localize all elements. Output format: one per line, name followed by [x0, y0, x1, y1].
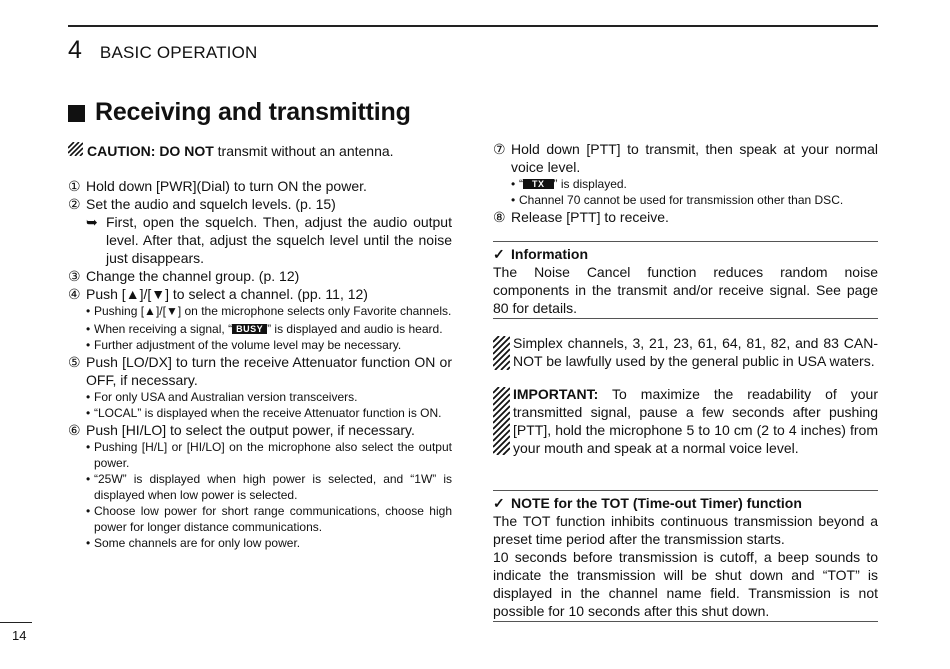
tot-heading: ✓ NOTE for the TOT (Time-out Timer) function [493, 495, 802, 511]
important-text: To maximize the readability of your transmitted signal, pause a few seconds after pushing [PTT], hold the microphone 5 to 10 cm (2 to 4 inches) from your mouth and speak at a normal voice level. [513, 386, 878, 456]
warning-hatch-icon [493, 336, 510, 370]
section-heading [68, 98, 411, 127]
sub-item: • Choose low power for short range communications, choose high power for longer distance communications. [86, 504, 452, 534]
bullet: • [86, 472, 91, 486]
busy-indicator-icon: BUSY [232, 324, 267, 334]
down-triangle-icon: ▼ [165, 304, 178, 318]
bullet: • [86, 338, 91, 352]
step-1 [68, 177, 452, 195]
down-triangle-icon: ▼ [151, 286, 166, 302]
step-8 [493, 208, 878, 226]
right-column [493, 140, 878, 622]
sub-item: • Further adjustment of the volume level may be necessary. [86, 338, 402, 352]
caution-label: CAUTION: DO NOT [87, 143, 214, 159]
important-note [493, 385, 878, 457]
step-number: ⑤ [68, 354, 81, 370]
sub-item: • Some channels are for only low power. [86, 536, 301, 550]
step-text: Push [LO/DX] to turn the receive Attenuator function ON or OFF, if necessary. [86, 354, 452, 388]
step-2 [68, 195, 452, 213]
simplex-note [493, 334, 878, 370]
bullet: • [86, 322, 91, 336]
step-text: Change the channel group. (p. 12) [86, 268, 300, 284]
arrow-icon: ➥ [86, 214, 98, 230]
sub-item: • “25W” is displayed when high power is selected, and “1W” is displayed when low power is selected. [86, 472, 452, 502]
step-5 [68, 353, 452, 389]
step-number: ⑦ [493, 141, 506, 157]
sub-item: • For only USA and Australian version transceivers. [86, 390, 358, 404]
bullet: • [86, 504, 91, 518]
bullet: • [86, 304, 91, 318]
caution-text: transmit without an antenna. [213, 143, 394, 159]
step-6 [68, 421, 452, 439]
arrow-note-text: First, open the squelch. Then, adjust the audio output level. After that, adjust the squelch level until the noise just disappears. [106, 214, 452, 266]
up-triangle-icon: ▲ [125, 286, 140, 302]
square-bullet-icon [68, 105, 85, 122]
bullet: • [86, 390, 91, 404]
step-text: Release [PTT] to receive. [511, 209, 669, 225]
tot-note [493, 491, 878, 620]
bullet: • [511, 193, 516, 207]
step-number: ③ [68, 268, 81, 284]
check-icon: ✓ [493, 495, 505, 511]
bullet: • [86, 440, 91, 454]
step-text: Push [▲]/[▼] to select a channel. (pp. 11, 12) [86, 286, 368, 302]
chapter-header [68, 36, 258, 65]
info-divider-bottom [493, 318, 878, 319]
information-box [493, 242, 878, 317]
step-number: ① [68, 178, 81, 194]
page-number: 14 [12, 628, 27, 643]
step-number: ④ [68, 286, 81, 302]
step-number: ⑥ [68, 422, 81, 438]
step-number: ⑧ [493, 209, 506, 225]
step-4 [68, 285, 452, 303]
bullet: • [86, 536, 91, 550]
tot-divider-bottom [493, 621, 878, 622]
header-rule [68, 25, 878, 27]
bullet: • [86, 406, 91, 420]
step-text: Set the audio and squelch levels. (p. 15) [86, 196, 336, 212]
sub-item: • Pushing [H/L] or [HI/LO] on the microphone also select the output power. [86, 440, 452, 470]
step-number: ② [68, 196, 81, 212]
step-text: Hold down [PTT] to transmit, then speak at your normal voice level. [511, 141, 878, 175]
tx-indicator-icon: TX [523, 179, 554, 189]
sub-item: • “LOCAL” is displayed when the receive Attenuator function is ON. [86, 406, 442, 420]
section-title: Receiving and transmitting [95, 98, 411, 126]
step-text: Push [HI/LO] to select the output power, if necessary. [86, 422, 415, 438]
information-heading: ✓ Information [493, 246, 588, 262]
warning-hatch-icon [493, 387, 510, 455]
left-column [68, 140, 452, 551]
caution-note [68, 142, 452, 160]
information-text: The Noise Cancel function reduces random noise components in the transmit and/or receive signal. See page 80 for details. [493, 264, 878, 316]
caution-hatch-icon [68, 142, 83, 156]
step-3 [68, 267, 452, 285]
step-7 [493, 140, 878, 176]
chapter-title: BASIC OPERATION [99, 43, 258, 62]
tot-paragraph-2: 10 seconds before transmission is cutoff, a beep sounds to indicate the transmission will be shut down and “TOT” is displayed in the channel name field. Transmission is not possible for 10 seconds after this shut down. [493, 549, 878, 619]
chapter-number: 4 [68, 36, 82, 64]
step-text: Hold down [PWR](Dial) to turn ON the power. [86, 178, 367, 194]
sub-item: • “ TX ” is displayed. [511, 177, 627, 191]
important-label: IMPORTANT: [513, 386, 599, 402]
footer-rule [0, 622, 32, 623]
simplex-note-text: Simplex channels, 3, 21, 23, 61, 64, 81, 82, and 83 CAN-NOT be lawfully used by the general public in USA waters. [513, 335, 878, 369]
up-triangle-icon: ▲ [144, 304, 156, 318]
tot-paragraph-1: The TOT function inhibits continuous transmission beyond a preset time period after the transmission starts. [493, 513, 878, 547]
check-icon: ✓ [493, 246, 505, 262]
bullet: • [511, 177, 516, 191]
sub-item: • Channel 70 cannot be used for transmission other than DSC. [511, 193, 844, 207]
sub-item: • When receiving a signal, “ BUSY ” is displayed and audio is heard. [86, 322, 443, 336]
sub-item: • Pushing [▲]/[▼] on the microphone selects only Favorite channels. [86, 304, 452, 318]
arrow-note [86, 213, 452, 267]
